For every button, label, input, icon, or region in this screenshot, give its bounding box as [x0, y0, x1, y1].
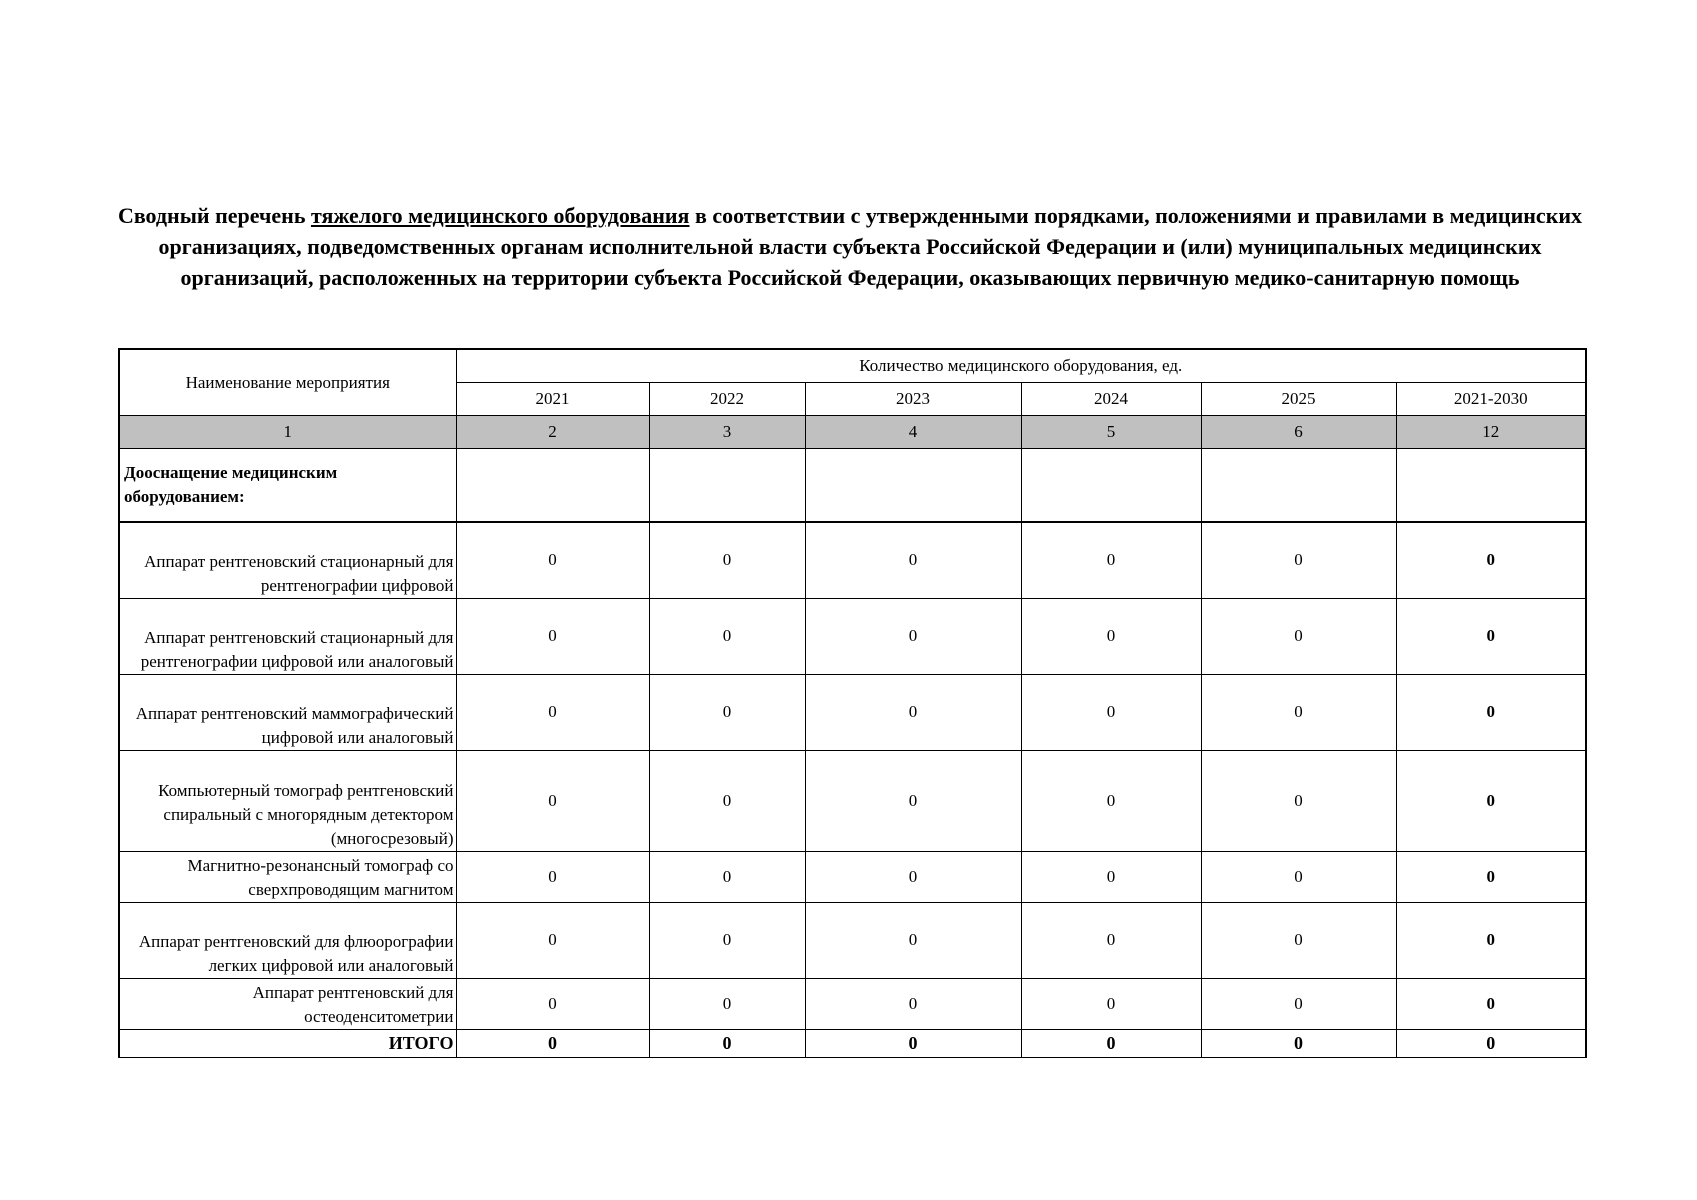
- row-name-cell: Аппарат рентгеновский стационарный для рентгенографии цифровой или аналоговый: [119, 598, 456, 674]
- row-name-cell: Аппарат рентгеновский для флюорографии легких цифровой или аналоговый: [119, 902, 456, 978]
- header-year-cell: 2022: [649, 383, 805, 416]
- column-number-cell: 2: [456, 416, 649, 449]
- value-cell: 0: [1201, 674, 1396, 750]
- header-row-group: [119, 349, 1586, 383]
- value-cell: 0: [649, 851, 805, 902]
- value-cell: 0: [1021, 750, 1201, 851]
- header-year-cell: 2023: [805, 383, 1021, 416]
- value-cell: 0: [1021, 902, 1201, 978]
- total-value-cell: 0: [1396, 598, 1586, 674]
- total-label-cell: ИТОГО: [119, 1029, 456, 1057]
- empty-cell: [1021, 449, 1201, 523]
- column-number-cell: 5: [1021, 416, 1201, 449]
- value-cell: 0: [805, 522, 1021, 598]
- value-cell: 0: [805, 902, 1021, 978]
- table-row: [119, 522, 1586, 598]
- header-year-cell: 2024: [1021, 383, 1201, 416]
- header-year-cell: 2025: [1201, 383, 1396, 416]
- value-cell: 0: [1021, 598, 1201, 674]
- value-cell: 0: [456, 750, 649, 851]
- section-row: [119, 449, 1586, 523]
- row-name-cell: Магнитно-резонансный томограф со сверхпроводящим магнитом: [119, 851, 456, 902]
- value-cell: 0: [1201, 598, 1396, 674]
- value-cell: 0: [456, 902, 649, 978]
- total-cell: 0: [1396, 1029, 1586, 1057]
- value-cell: 0: [456, 978, 649, 1029]
- value-cell: 0: [649, 750, 805, 851]
- total-cell: 0: [1201, 1029, 1396, 1057]
- total-cell: 0: [456, 1029, 649, 1057]
- total-cell: 0: [1021, 1029, 1201, 1057]
- total-row: [119, 1029, 1586, 1057]
- title-part-2: в соответствии с утвержденными порядками, положениями и правилами в медицинских организациях, подведомственных органам исполнительной власти субъекта Российской Федерации и (или) муниципальных медицинских организаций, расположенных на территории субъекта Российской Федерации, оказывающих первичную медико-санитарную помощь: [158, 203, 1583, 290]
- total-cell: 0: [805, 1029, 1021, 1057]
- equipment-table: [118, 348, 1587, 1058]
- column-number-cell: 3: [649, 416, 805, 449]
- column-number-row: [119, 416, 1586, 449]
- header-name-cell: Наименование мероприятия: [119, 349, 456, 416]
- document-title: [110, 200, 1590, 293]
- total-value-cell: 0: [1396, 902, 1586, 978]
- value-cell: 0: [456, 674, 649, 750]
- title-part-1: Сводный перечень: [117, 203, 311, 228]
- total-value-cell: 0: [1396, 851, 1586, 902]
- value-cell: 0: [1201, 750, 1396, 851]
- value-cell: 0: [456, 522, 649, 598]
- value-cell: 0: [1201, 978, 1396, 1029]
- value-cell: 0: [649, 674, 805, 750]
- total-value-cell: 0: [1396, 750, 1586, 851]
- header-year-cell: 2021: [456, 383, 649, 416]
- title-underlined: тяжелого медицинского оборудования: [310, 203, 690, 228]
- empty-cell: [1396, 449, 1586, 523]
- value-cell: 0: [805, 978, 1021, 1029]
- value-cell: 0: [805, 750, 1021, 851]
- value-cell: 0: [649, 978, 805, 1029]
- empty-cell: [456, 449, 649, 523]
- value-cell: 0: [456, 598, 649, 674]
- value-cell: 0: [1201, 851, 1396, 902]
- value-cell: 0: [456, 851, 649, 902]
- value-cell: 0: [1021, 851, 1201, 902]
- total-cell: 0: [649, 1029, 805, 1057]
- column-number-cell: 1: [119, 416, 456, 449]
- column-number-cell: 6: [1201, 416, 1396, 449]
- value-cell: 0: [649, 598, 805, 674]
- value-cell: 0: [1021, 522, 1201, 598]
- empty-cell: [1201, 449, 1396, 523]
- row-name-cell: Компьютерный томограф рентгеновский спиральный с многорядным детектором (многосрезовый): [119, 750, 456, 851]
- empty-cell: [649, 449, 805, 523]
- total-value-cell: 0: [1396, 978, 1586, 1029]
- row-name-cell: Аппарат рентгеновский маммографический цифровой или аналоговый: [119, 674, 456, 750]
- table-row: [119, 750, 1586, 851]
- row-name-cell: Аппарат рентгеновский стационарный для рентгенографии цифровой: [119, 522, 456, 598]
- column-number-cell: 4: [805, 416, 1021, 449]
- table-row: [119, 674, 1586, 750]
- value-cell: 0: [805, 674, 1021, 750]
- value-cell: 0: [1201, 522, 1396, 598]
- total-value-cell: 0: [1396, 674, 1586, 750]
- value-cell: 0: [649, 522, 805, 598]
- value-cell: 0: [1201, 902, 1396, 978]
- header-year-cell: 2021-2030: [1396, 383, 1586, 416]
- total-value-cell: 0: [1396, 522, 1586, 598]
- table-row: [119, 851, 1586, 902]
- table-row: [119, 902, 1586, 978]
- column-number-cell: 12: [1396, 416, 1586, 449]
- table-row: [119, 598, 1586, 674]
- header-group-cell: Количество медицинского оборудования, ед.: [456, 349, 1586, 383]
- value-cell: 0: [1021, 674, 1201, 750]
- row-name-cell: Аппарат рентгеновский для остеоденситометрии: [119, 978, 456, 1029]
- table-row: [119, 978, 1586, 1029]
- empty-cell: [805, 449, 1021, 523]
- value-cell: 0: [805, 598, 1021, 674]
- section-label-cell: Дооснащение медицинским оборудованием:: [119, 449, 456, 523]
- value-cell: 0: [805, 851, 1021, 902]
- value-cell: 0: [1021, 978, 1201, 1029]
- value-cell: 0: [649, 902, 805, 978]
